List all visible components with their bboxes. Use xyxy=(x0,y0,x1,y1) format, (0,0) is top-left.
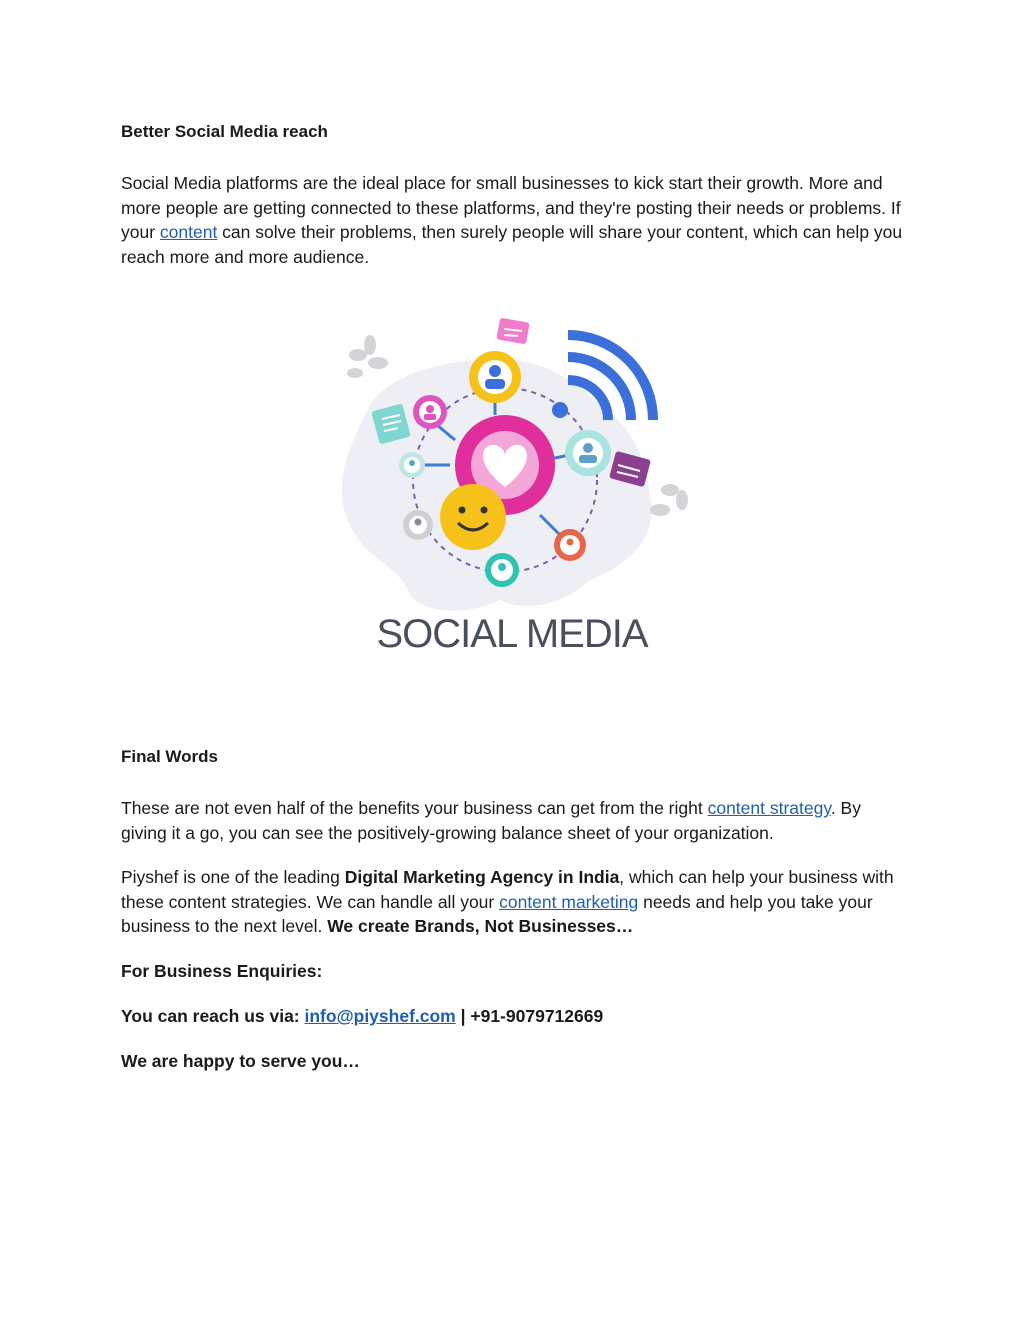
user-avatar-icon xyxy=(399,452,425,478)
social-media-graphic xyxy=(330,315,700,660)
content-marketing-link[interactable]: content marketing xyxy=(499,891,639,912)
user-avatar-icon xyxy=(469,351,521,403)
enquiries-label: For Business Enquiries: xyxy=(121,961,323,981)
content-strategy-link[interactable]: content strategy xyxy=(707,798,831,818)
contact-line: You can reach us via: info@piyshef.com | +91-9079712669 xyxy=(121,1006,604,1026)
section-heading-final-words: Final Words xyxy=(121,747,218,766)
closing-line: We are happy to serve you… xyxy=(121,1051,360,1071)
final-words-paragraph: These are not even half of the benefits your business can get from the right content strategy. By giving it a go, you can see the positively-growing balance sheet of your organization. xyxy=(121,798,861,843)
user-avatar-icon xyxy=(554,529,586,561)
section-heading-social-reach: Better Social Media reach xyxy=(121,122,328,141)
content-link[interactable]: content xyxy=(159,222,218,242)
phone-number: | +91-9079712669 xyxy=(455,1006,604,1026)
user-avatar-icon xyxy=(565,430,611,476)
social-reach-paragraph: Social Media platforms are the ideal place for small businesses to kick start their growth. More and more people are getting connected to these platforms, and they're posting their needs or problems. If your content can solve their problems, then surely people will share your content, which can help you reach more and more audience. xyxy=(121,173,903,267)
social-media-caption: SOCIAL MEDIA xyxy=(376,612,648,656)
user-avatar-icon xyxy=(485,553,519,587)
social-media-illustration xyxy=(330,315,700,660)
user-avatar-icon xyxy=(403,510,433,540)
email-link[interactable]: info@piyshef.com xyxy=(304,1006,456,1026)
user-avatar-icon xyxy=(413,395,447,429)
agency-paragraph: Piyshef is one of the leading Digital Marketing Agency in India, which can help your business with these content strategies. We can handle all your content marketing needs and help you take your business to the next level. We create Brands, Not Businesses… xyxy=(121,867,894,936)
smiley-icon xyxy=(440,484,506,550)
chat-bubble-icon xyxy=(496,318,529,345)
